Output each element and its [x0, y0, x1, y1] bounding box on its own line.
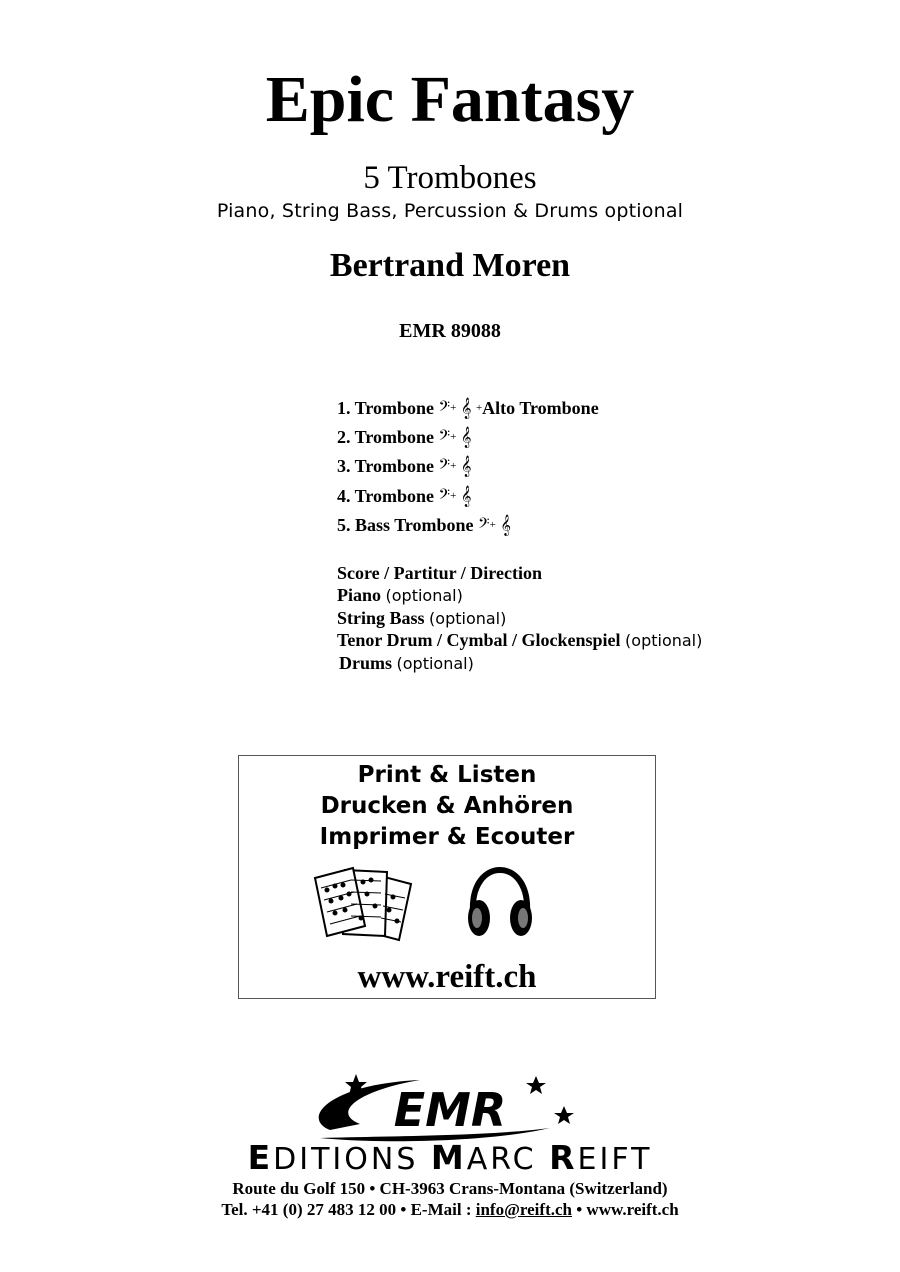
plus-sign: +	[450, 490, 457, 502]
composer-name: Bertrand Moren	[329, 247, 571, 284]
score-label: Drums	[339, 653, 392, 673]
bass-clef-icon: 𝄢	[438, 427, 451, 447]
part-item	[337, 513, 511, 537]
bass-clef-icon: 𝄢	[478, 515, 490, 535]
treble-clef-icon: 𝄞	[460, 427, 472, 447]
treble-clef-icon: 𝄞	[460, 398, 472, 418]
score-note: (optional)	[396, 654, 474, 673]
publisher-contact	[0, 1199, 900, 1221]
part-label: 1. Trombone	[337, 398, 435, 418]
part-extra: Alto Trombone	[482, 398, 599, 418]
score-item	[337, 607, 506, 630]
promo-line-en: Print & Listen	[357, 762, 537, 788]
emr-logo	[300, 1072, 590, 1146]
treble-clef-icon: 𝄞	[460, 486, 472, 506]
score-label: Tenor Drum / Cymbal / Glockenspiel	[337, 630, 621, 650]
part-label: 3. Trombone	[337, 456, 435, 476]
print-listen-box	[238, 755, 656, 999]
score-item	[337, 629, 702, 652]
score-item	[339, 652, 474, 675]
bass-clef-icon: 𝄢	[438, 486, 451, 506]
score-item	[337, 584, 463, 607]
promo-line-de: Drucken & Anhören	[320, 793, 574, 819]
bass-clef-icon: 𝄢	[438, 398, 451, 418]
score-note: (optional)	[625, 631, 703, 650]
plus-sign: +	[475, 402, 483, 414]
headphones-icon	[465, 866, 535, 942]
logo-text: EMR	[393, 1083, 507, 1137]
email-link[interactable]: info@reift.ch	[475, 1200, 572, 1219]
score-note: (optional)	[429, 609, 507, 628]
part-item	[337, 484, 471, 508]
plus-sign: +	[450, 460, 457, 472]
promo-line-fr: Imprimer & Ecouter	[319, 824, 575, 850]
score-label: Piano	[337, 585, 382, 605]
score-note: (optional)	[385, 586, 463, 605]
optional-instruments: Piano, String Bass, Percussion & Drums optional	[216, 200, 684, 222]
plus-sign: +	[450, 431, 457, 443]
sheet-music-icon	[311, 864, 423, 942]
part-item	[337, 454, 471, 478]
part-item	[337, 396, 599, 420]
plus-sign: +	[450, 402, 457, 414]
treble-clef-icon: 𝄞	[460, 456, 472, 476]
part-label: 4. Trombone	[337, 486, 435, 506]
part-label: 5. Bass Trombone	[337, 515, 474, 535]
score-item	[337, 562, 542, 584]
score-label: String Bass	[337, 608, 425, 628]
website-link[interactable]: www.reift.ch	[357, 959, 537, 995]
plus-sign: +	[489, 519, 496, 531]
phone-text: Tel. +41 (0) 27 483 12 00 • E-Mail :	[221, 1200, 472, 1219]
part-item	[337, 425, 471, 449]
instrumentation: 5 Trombones	[363, 160, 537, 196]
bass-clef-icon: 𝄢	[438, 456, 451, 476]
treble-clef-icon: 𝄞	[500, 515, 511, 535]
publisher-address: Route du Golf 150 • CH-3963 Crans-Montana (Switzerland)	[232, 1179, 668, 1198]
score-label: Score / Partitur / Direction	[337, 563, 542, 583]
part-label: 2. Trombone	[337, 427, 435, 447]
catalog-number: EMR 89088	[399, 320, 501, 342]
publisher-name: EDITIONS MARC REIFT	[247, 1138, 653, 1177]
page-title: Epic Fantasy	[265, 63, 635, 136]
website-text[interactable]: • www.reift.ch	[576, 1200, 679, 1219]
